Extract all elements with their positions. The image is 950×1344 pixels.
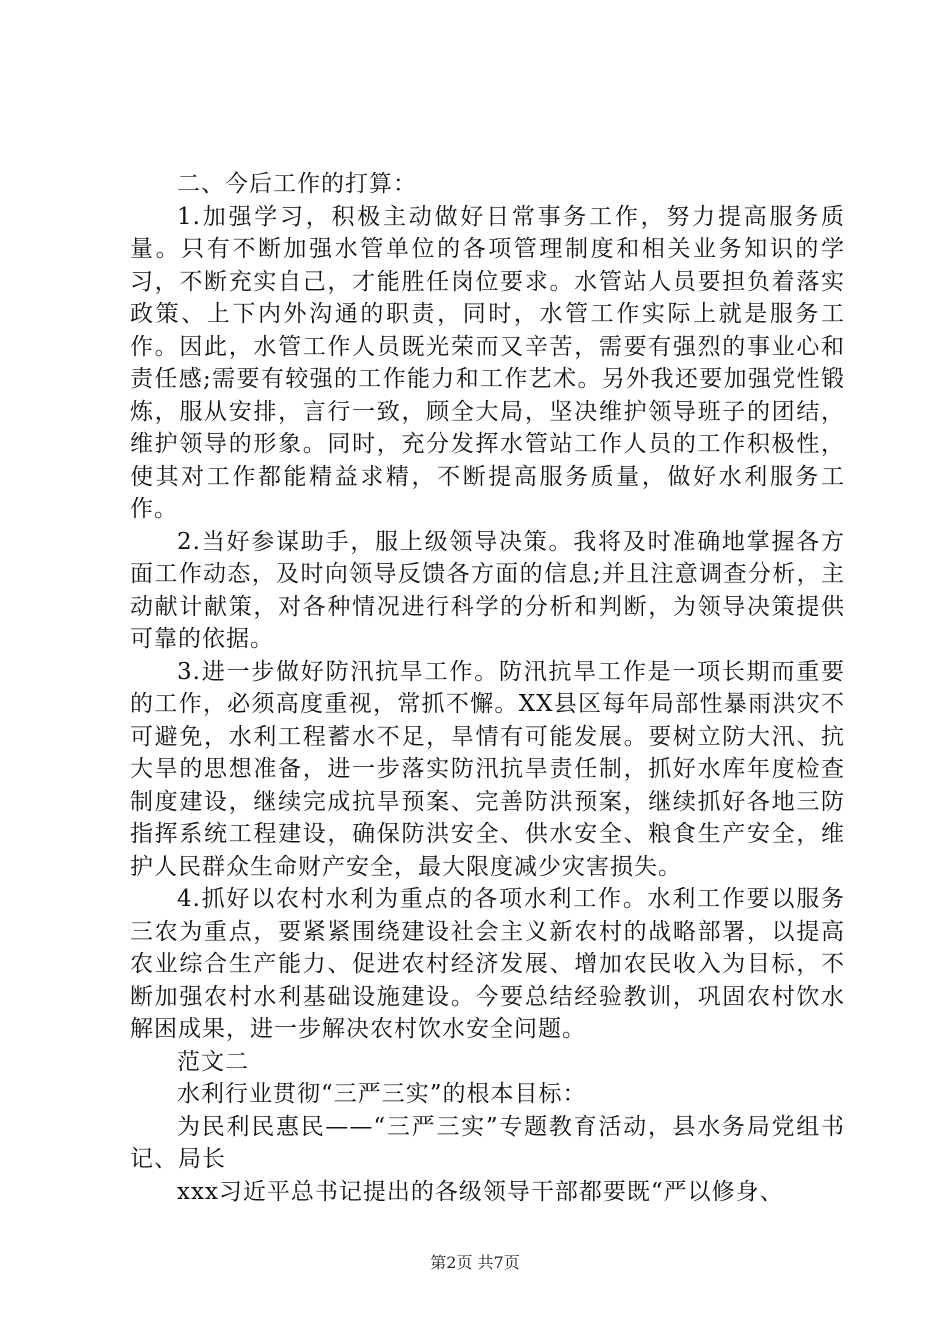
sample-opening: xxx习近平总书记提出的各级领导干部都要既“严以修身、 bbox=[177, 1178, 784, 1205]
document-body bbox=[130, 168, 845, 1208]
sample-byline: 为民利民惠民——“三严三实”专题教育活动，县水务局党组书记、局长 bbox=[130, 1113, 845, 1172]
page-number: 第2页 共7页 bbox=[430, 1253, 520, 1272]
paragraph-item-1: 1.加强学习，积极主动做好日常事务工作，努力提高服务质量。只有不断加强水管单位的各项管理制度和相关业务知识的学习，不断充实自己，才能胜任岗位要求。水管站人员要担负着落实政策、上下内外沟通的职责，同时，水管工作实际上就是服务工作。因此，水管工作人员既光荣而又辛苦，需要有强烈的事业心和责任感;需要有较强的工作能力和工作艺术。另外我还要加强党性锻炼，服从安排，言行一致，顾全大局，坚决维护领导班子的团结，维护领导的形象。同时，充分发挥水管站工作人员的工作积极性，使其对工作都能精益求精，不断提高服务质量，做好水利服务工作。 bbox=[130, 203, 845, 522]
paragraph-item-3: 3.进一步做好防汛抗旱工作。防汛抗旱工作是一项长期而重要的工作，必须高度重视，常抓不懈。XX县区每年局部性暴雨洪灾不可避免，水利工程蓄水不足，旱情有可能发展。要树立防大汛、抗大旱的思想准备，进一步落实防汛抗旱责任制，抓好水库年度检查制度建设，继续完成抗旱预案、完善防洪预案，继续抓好各地三防指挥系统工程建设，确保防洪安全、供水安全、粮食生产安全，维护人民群众生命财产安全，最大限度减少灾害损失。 bbox=[130, 658, 845, 880]
sample-heading: 范文二 bbox=[177, 1048, 249, 1075]
sample-subtitle: 水利行业贯彻“三严三实”的根本目标： bbox=[177, 1081, 587, 1107]
paragraph-item-2: 2.当好参谋助手，服上级领导决策。我将及时准确地掌握各方面工作动态，及时向领导反馈各方面的信息;并且注意调查分析，主动献计献策，对各种情况进行科学的分析和判断，为领导决策提供可靠的依据。 bbox=[130, 528, 845, 652]
paragraph-item-4: 4.抓好以农村水利为重点的各项水利工作。水利工作要以服务三农为重点，要紧紧围绕建设社会主义新农村的战略部署，以提高农业综合生产能力、促进农村经济发展、增加农民收入为目标，不断加强农村水利基础设施建设。今要总结经验教训，巩固农村饮水解困成果，进一步解决农村饮水安全问题。 bbox=[130, 886, 845, 1042]
section-heading: 二、今后工作的打算： bbox=[177, 171, 417, 197]
